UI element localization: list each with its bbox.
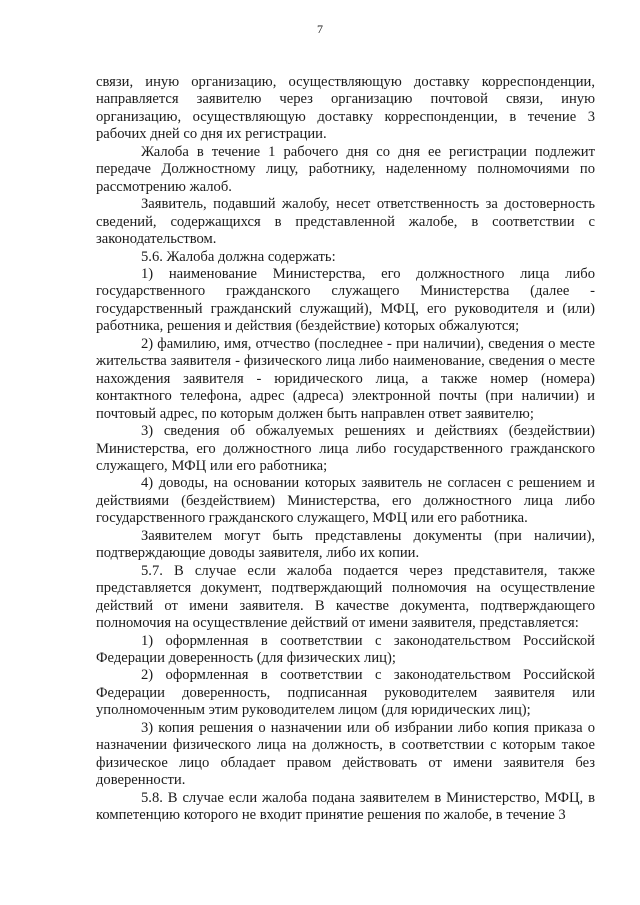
paragraph-poa-legal: 2) оформленная в соответствии с законодательством Российской Федерации доверенность, подписанная руководителем заявителя или уполномоченным этим руководителем лицом (для юридических лиц); [96, 667, 595, 719]
document-body [96, 74, 595, 824]
paragraph-appointment-copy: 3) копия решения о назначении или об избрании либо копия приказа о назначении физического лица на должность, в соответствии с которым такое физическое лицо обладает правом действовать от имени заявителя без доверенности. [96, 719, 595, 789]
paragraph-documents: Заявителем могут быть представлены документы (при наличии), подтверждающие доводы заявителя, либо их копии. [96, 527, 595, 562]
paragraph-section-5-6: 5.6. Жалоба должна содержать: [141, 248, 336, 265]
paragraph-applicant-responsibility: Заявитель, подавший жалобу, несет ответственность за достоверность сведений, содержащихся в представленной жалобе, в соответствии с законодательством. [96, 196, 595, 248]
paragraph-item-3: 3) сведения об обжалуемых решениях и действиях (бездействии) Министерства, его должностного лица либо государственного гражданского служащего, МФЦ или его работника; [96, 423, 595, 474]
paragraph-continuation: связи, иную организацию, осуществляющую доставку корреспонденции, направляется заявителю через организацию почтовой связи, иную организацию, осуществляющую доставку корреспонденции, в течение 3 рабочих дней со дня их регистрации. [96, 74, 595, 143]
paragraph-poa-individuals: 1) оформленная в соответствии с законодательством Российской Федерации доверенность (для физических лиц); [96, 632, 595, 666]
paragraph-item-4: 4) доводы, на основании которых заявитель не согласен с решением и действиями (бездействием) Министерства, его должностного лица либо государственного гражданского служащего, МФЦ или его работника. [96, 475, 595, 527]
paragraph-section-5-7: 5.7. В случае если жалоба подается через представителя, также представляется документ, подтверждающий полномочия на осуществление действий от имени заявителя. В качестве документа, подтверждающего полномочия на осуществление действий от имени заявителя, представляется: [96, 562, 595, 632]
paragraph-item-1: 1) наименование Министерства, его должностного лица либо государственного гражданского служащего Министерства (далее - государственный гражданский служащий), МФЦ, его руководителя и (или) работника, решения и действия (бездействие) которых обжалуются; [96, 265, 595, 335]
paragraph-item-2: 2) фамилию, имя, отчество (последнее - при наличии), сведения о месте жительства заявителя - физического лица либо наименование, сведения о месте нахождения заявителя - юридического лица, а также номер (номера) контактного телефона, адрес (адреса) электронной почты (при наличии) и почтовый адрес, по которым должен быть направлен ответ заявителю; [96, 335, 595, 422]
paragraph-section-5-8: 5.8. В случае если жалоба подана заявителем в Министерство, МФЦ, в компетенцию которого не входит принятие решения по жалобе, в течение 3 [96, 789, 595, 824]
page-number: 7 [317, 22, 323, 36]
paragraph-complaint-transfer: Жалоба в течение 1 рабочего дня со дня ее регистрации подлежит передаче Должностному лицу, работнику, наделенному полномочиями по рассмотрению жалоб. [96, 143, 595, 195]
